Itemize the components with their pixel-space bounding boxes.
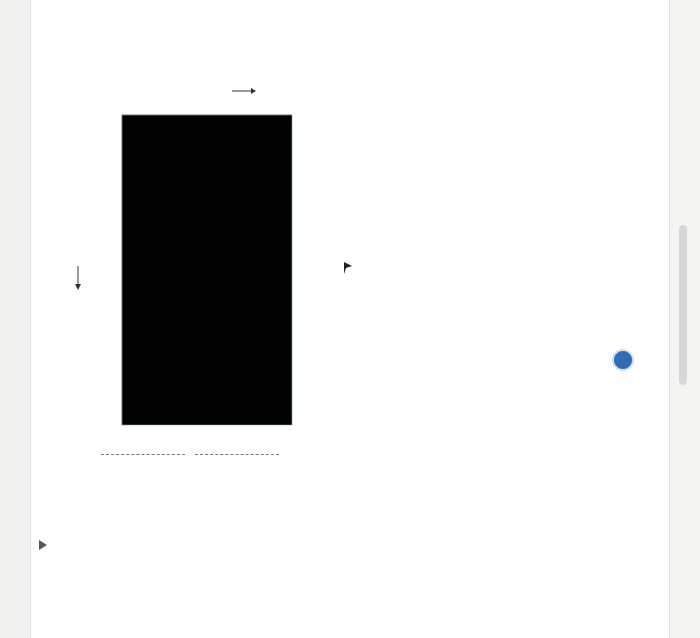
question-list: [60, 441, 660, 462]
play-icon[interactable]: [39, 540, 47, 550]
ocean-water-area: [122, 115, 292, 425]
help-button[interactable]: [612, 349, 634, 371]
answer-blank-end[interactable]: [195, 442, 279, 455]
x-axis-arrowhead: [251, 88, 256, 94]
answer-blank-start[interactable]: [101, 442, 185, 455]
sub-question-item: [60, 441, 660, 462]
y-axis-arrowhead: [75, 284, 81, 290]
mouse-cursor-icon: [344, 262, 352, 274]
